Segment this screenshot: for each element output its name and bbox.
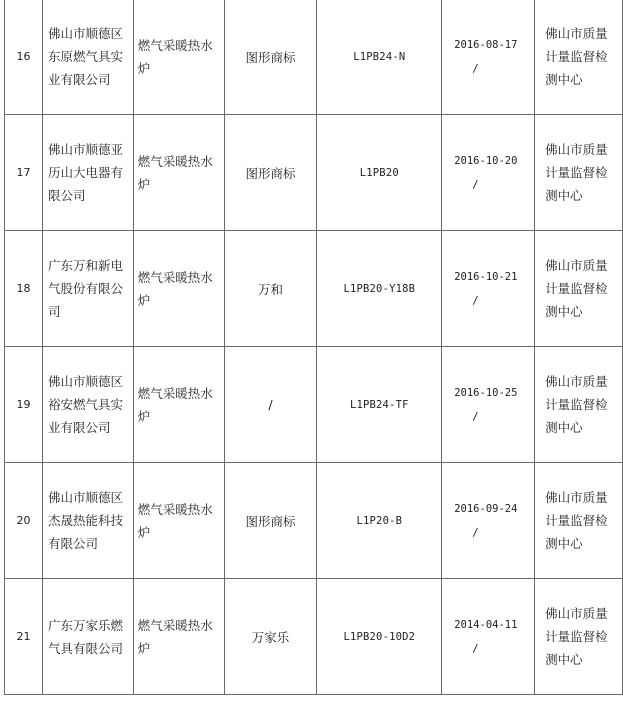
date-note: / [472, 178, 479, 191]
date-value: 2016-10-25 [454, 386, 518, 399]
date-note: / [472, 526, 479, 539]
date-note: / [472, 294, 479, 307]
table-row [5, 347, 623, 463]
company-cell: 广东万和新电气股份有限公司 [42, 231, 133, 347]
production-date-cell [442, 0, 535, 115]
product-cell: 燃气采暖热水炉 [133, 115, 224, 231]
product-cell: 燃气采暖热水炉 [133, 0, 224, 115]
date-value: 2016-08-17 [454, 38, 518, 51]
model-cell: L1PB20-Y18B [317, 231, 442, 347]
product-cell: 燃气采暖热水炉 [133, 347, 224, 463]
production-date-cell [442, 231, 535, 347]
model-cell: L1P20-B [317, 463, 442, 579]
production-date-cell [442, 347, 535, 463]
company-cell: 佛山市顺德区裕安燃气具实业有限公司 [42, 347, 133, 463]
row-number-cell: 20 [5, 463, 43, 579]
company-cell: 佛山市顺德区东原燃气具实业有限公司 [42, 0, 133, 115]
production-date-cell [442, 115, 535, 231]
row-number-cell: 17 [5, 115, 43, 231]
table-row [5, 463, 623, 579]
product-cell: 燃气采暖热水炉 [133, 463, 224, 579]
table-row [5, 0, 623, 115]
date-value: 2016-10-20 [454, 154, 518, 167]
brand-cell: 图形商标 [224, 0, 317, 115]
brand-cell: / [224, 347, 317, 463]
row-number-cell: 19 [5, 347, 43, 463]
date-value: 2016-09-24 [454, 502, 518, 515]
agency-cell: 佛山市质量计量监督检测中心 [535, 579, 623, 695]
agency-cell: 佛山市质量计量监督检测中心 [535, 347, 623, 463]
date-value: 2016-10-21 [454, 270, 518, 283]
brand-cell: 图形商标 [224, 115, 317, 231]
brand-cell: 万家乐 [224, 579, 317, 695]
brand-cell: 图形商标 [224, 463, 317, 579]
table-row [5, 231, 623, 347]
company-cell: 佛山市顺德区杰晟热能科技有限公司 [42, 463, 133, 579]
brand-cell: 万和 [224, 231, 317, 347]
model-cell: L1PB24-N [317, 0, 442, 115]
model-cell: L1PB24-TF [317, 347, 442, 463]
date-note: / [472, 410, 479, 423]
company-cell: 广东万家乐燃气具有限公司 [42, 579, 133, 695]
table-row [5, 579, 623, 695]
agency-cell: 佛山市质量计量监督检测中心 [535, 0, 623, 115]
company-cell: 佛山市顺德亚历山大电器有限公司 [42, 115, 133, 231]
date-value: 2014-04-11 [454, 618, 518, 631]
date-note: / [472, 62, 479, 75]
model-cell: L1PB20 [317, 115, 442, 231]
model-cell: L1PB20-10D2 [317, 579, 442, 695]
production-date-cell [442, 463, 535, 579]
product-cell: 燃气采暖热水炉 [133, 231, 224, 347]
row-number-cell: 18 [5, 231, 43, 347]
agency-cell: 佛山市质量计量监督检测中心 [535, 231, 623, 347]
agency-cell: 佛山市质量计量监督检测中心 [535, 463, 623, 579]
agency-cell: 佛山市质量计量监督检测中心 [535, 115, 623, 231]
table-body [5, 0, 623, 695]
production-date-cell [442, 579, 535, 695]
row-number-cell: 21 [5, 579, 43, 695]
date-note: / [472, 642, 479, 655]
row-number-cell: 16 [5, 0, 43, 115]
inspection-table [4, 0, 623, 695]
product-cell: 燃气采暖热水炉 [133, 579, 224, 695]
table-row [5, 115, 623, 231]
